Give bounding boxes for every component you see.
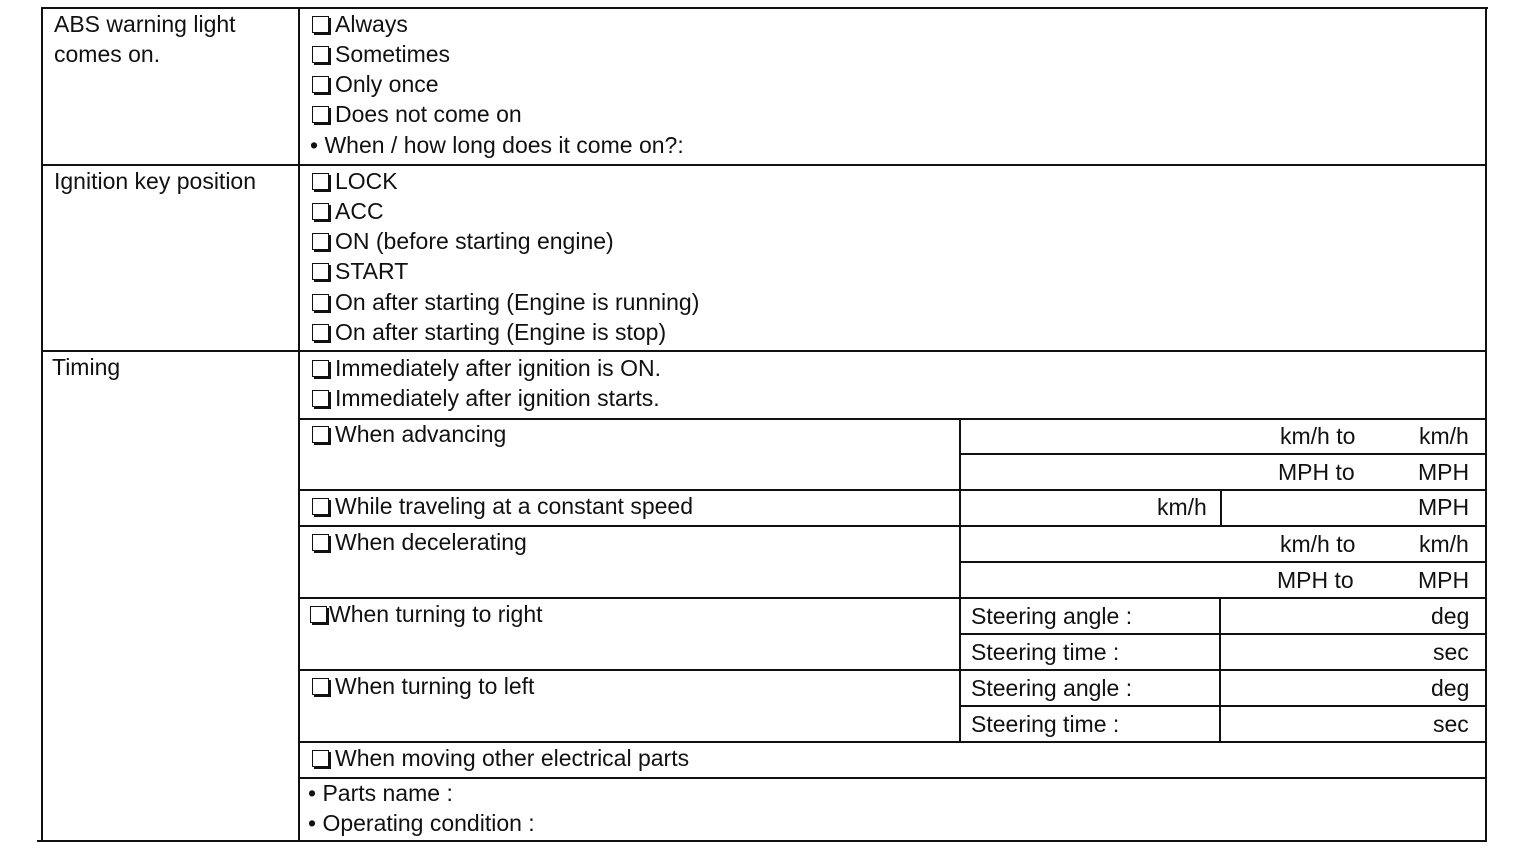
subrow-divider-electrical (299, 777, 1486, 779)
abs-option-only-once[interactable] (312, 69, 439, 99)
abs-option-sometimes[interactable] (312, 39, 450, 69)
option-label: Does not come on (335, 101, 522, 127)
turn-left-angle-unit: deg (1431, 675, 1470, 701)
option-label: When turning to left (335, 673, 535, 699)
ignition-option-lock[interactable] (312, 166, 398, 196)
decelerating-kmh-to: km/h to (1280, 531, 1356, 557)
checkbox-icon[interactable] (310, 606, 327, 623)
option-label: When turning to right (329, 601, 543, 627)
timing-option-turn-left[interactable] (312, 671, 534, 701)
ignition-option-stop[interactable] (312, 317, 666, 347)
label-column-divider (298, 7, 300, 842)
ignition-option-on[interactable] (312, 226, 614, 256)
option-label: ACC (335, 198, 384, 224)
option-label: ON (before starting engine) (335, 228, 614, 254)
abs-label: ABS warning light comes on. (54, 11, 236, 67)
turn-left-angle-label: Steering angle : (971, 675, 1133, 701)
table-border-left (41, 7, 43, 842)
turn-left-time-label: Steering time : (971, 711, 1120, 737)
checkbox-icon[interactable] (312, 498, 329, 515)
checkbox-icon[interactable] (312, 324, 329, 341)
checkbox-icon[interactable] (312, 46, 329, 63)
parts-name-note: • Parts name : (308, 780, 453, 806)
timing-option-turn-right[interactable] (310, 599, 543, 629)
constant-kmh-unit: km/h (1157, 494, 1207, 520)
turn-right-time-label: Steering time : (971, 639, 1120, 665)
option-label: Only once (335, 71, 439, 97)
option-label: When moving other electrical parts (335, 745, 690, 771)
option-label: While traveling at a constant speed (335, 493, 693, 519)
turn-right-angle-label: Steering angle : (971, 603, 1133, 629)
constant-mph-unit: MPH (1418, 494, 1470, 520)
checkbox-icon[interactable] (312, 263, 329, 280)
option-label: LOCK (335, 168, 398, 194)
timing-option-decelerating[interactable] (312, 527, 527, 557)
decelerating-mph-to: MPH to (1277, 567, 1354, 593)
timing-option-ignition-starts[interactable] (312, 383, 660, 413)
checkbox-icon[interactable] (312, 203, 329, 220)
operating-condition-note: • Operating condition : (308, 810, 535, 836)
advancing-mph-to: MPH to (1278, 459, 1355, 485)
option-label: On after starting (Engine is stop) (335, 319, 667, 345)
ignition-option-acc[interactable] (312, 196, 384, 226)
checkbox-icon[interactable] (312, 106, 329, 123)
subrow-divider-advancing-mid (960, 453, 1486, 455)
row-divider-abs (42, 164, 1486, 166)
decelerating-mph-unit: MPH (1418, 567, 1470, 593)
steering-value-divider (1219, 597, 1221, 742)
advancing-kmh-to: km/h to (1280, 423, 1356, 449)
checkbox-icon[interactable] (312, 173, 329, 190)
option-label: On after starting (Engine is running) (335, 289, 700, 315)
ignition-option-start[interactable] (312, 256, 408, 286)
option-label: START (335, 258, 409, 284)
table-border-bottom (37, 840, 1485, 842)
advancing-kmh-unit: km/h (1419, 423, 1469, 449)
speed-column-divider (959, 418, 961, 742)
timing-option-advancing[interactable] (312, 419, 506, 449)
ignition-label: Ignition key position (54, 168, 257, 194)
timing-label: Timing (52, 354, 121, 380)
row-divider-ignition (42, 350, 1486, 352)
checkbox-icon[interactable] (312, 426, 329, 443)
option-label: When decelerating (335, 529, 527, 555)
turn-right-angle-unit: deg (1431, 603, 1470, 629)
checkbox-icon[interactable] (312, 390, 329, 407)
abs-option-does-not-come-on[interactable] (312, 99, 522, 129)
ignition-option-running[interactable] (312, 287, 699, 317)
decelerating-kmh-unit: km/h (1419, 531, 1469, 557)
checkbox-icon[interactable] (312, 294, 329, 311)
option-label: Immediately after ignition is ON. (335, 355, 661, 381)
checkbox-icon[interactable] (312, 678, 329, 695)
abs-option-always[interactable] (312, 9, 408, 39)
option-label: When advancing (335, 421, 507, 447)
subrow-divider-decel-mid (960, 561, 1486, 563)
turn-left-time-unit: sec (1433, 711, 1469, 737)
timing-option-constant-speed[interactable] (312, 491, 693, 521)
advancing-mph-unit: MPH (1418, 459, 1470, 485)
constant-speed-divider (1220, 489, 1222, 526)
checkbox-icon[interactable] (312, 534, 329, 551)
option-label: Always (335, 11, 408, 37)
checkbox-icon[interactable] (312, 76, 329, 93)
subrow-divider-left-mid (960, 705, 1486, 707)
checkbox-icon[interactable] (312, 750, 329, 767)
checkbox-icon[interactable] (312, 16, 329, 33)
checkbox-icon[interactable] (312, 360, 329, 377)
option-label: Sometimes (335, 41, 451, 67)
abs-duration-note: • When / how long does it come on?: (310, 132, 684, 158)
subrow-divider-right-mid (960, 633, 1486, 635)
table-border-right (1485, 7, 1487, 842)
turn-right-time-unit: sec (1433, 639, 1469, 665)
timing-option-ignition-on[interactable] (312, 353, 661, 383)
timing-option-electrical-parts[interactable] (312, 743, 689, 773)
checkbox-icon[interactable] (312, 233, 329, 250)
option-label: Immediately after ignition starts. (335, 385, 660, 411)
